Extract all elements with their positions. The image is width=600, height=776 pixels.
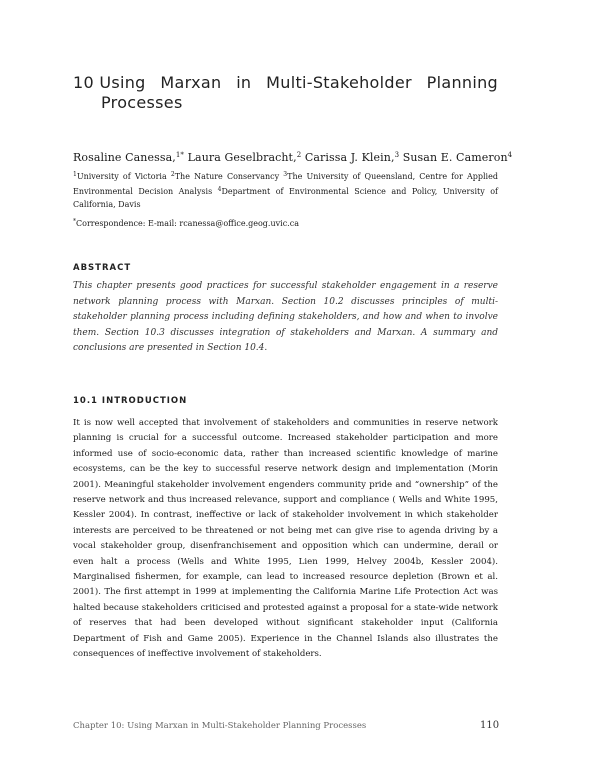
title-word: Marxan xyxy=(160,73,222,92)
author: Susan E. Cameron$^4$ xyxy=(402,151,513,164)
title-word: 10 Using xyxy=(73,73,146,92)
correspondence-email: Correspondence: E-mail: rcanessa@office.geog.uvic.ca xyxy=(76,219,299,228)
running-footer: Chapter 10: Using Marxan in Multi-Stakeholder Planning Processes xyxy=(73,721,367,731)
title-word: Multi-Stakeholder xyxy=(266,73,412,92)
author: Carissa J. Klein,$^3$ xyxy=(304,151,400,164)
affiliation: University of Victoria xyxy=(76,172,171,181)
page-number: 110 xyxy=(480,720,500,731)
abstract-text: This chapter presents good practices for successful stakeholder engagement in a reserve network planning process with Marxan. Section 10.2 discusses principles of multi-stakeholder planning process including defining stakeholders, and how and when to involve them. Section 10.3 discusses integration of stakeholders and Marxan. A summary and conclusions are presented in Section 10.4. xyxy=(73,281,498,353)
affiliation: The University of Queensland, Centre for Applied Environmental Decision Analysis xyxy=(73,172,498,196)
chapter-title xyxy=(73,73,498,113)
author-list xyxy=(73,148,513,165)
affiliation: The Nature Conservancy xyxy=(174,172,284,181)
title-word: in xyxy=(236,73,252,92)
chapter-title-line1 xyxy=(73,73,498,93)
author: Rosaline Canessa,$^{1*}$ xyxy=(73,151,185,164)
affiliations: $^1$University of Victoria $^2$The Nature Conservancy $^3$The University of Queensland, Centre for Applied Environmental Decision Analysis $^4$Department of Environmental Science and Policy, University of California, Davis xyxy=(73,171,498,209)
affiliation: Department of Environmental Science and Policy, University of California, Davis xyxy=(73,187,498,209)
correspondence: *Correspondence: E-mail: rcanessa@office.geog.uvic.ca xyxy=(73,218,299,228)
abstract-heading: ABSTRACT xyxy=(73,263,132,273)
title-word: Planning xyxy=(426,73,498,92)
introduction-text: It is now well accepted that involvement of stakeholders and communities in reserve network planning is crucial for a successful outcome. Increased stakeholder participation and more informed use of socio-economic data, rather than increased scientific knowledge of marine ecosystems, can be the key to successful reserve network design and implementation (Morin 2001). Meaningful stakeholder involvement engenders community pride and “ownership” of the reserve network and thus increased relevance, support and compliance ( Wells and White 1995, Kessler 2004). In contrast, ineffective or lack of stakeholder involvement in which stakeholder interests are perceived to be threatened or not being met can give rise to agenda driving by a vocal stakeholder group, disenfranchisement and opposition which can undermine, derail or even halt a process (Wells and White 1995, Lien 1999, Helvey 2004b, Kessler 2004). Marginalised fishermen, for example, can lead to increased resource depletion (Brown et al. 2001). The first attempt in 1999 at implementing the California Marine Life Protection Act was halted because stakeholders criticised and protested against a proposal for a state-wide network of reserves that had been developed without significant stakeholder input (California Department of Fish and Game 2005). Experience in the Channel Islands also illustrates the consequences of ineffective involvement of stakeholders. xyxy=(73,418,498,660)
author: Laura Geselbracht,$^2$ xyxy=(187,151,302,164)
introduction-heading: 10.1 INTRODUCTION xyxy=(73,396,188,406)
chapter-title-line2: Processes xyxy=(101,93,183,112)
